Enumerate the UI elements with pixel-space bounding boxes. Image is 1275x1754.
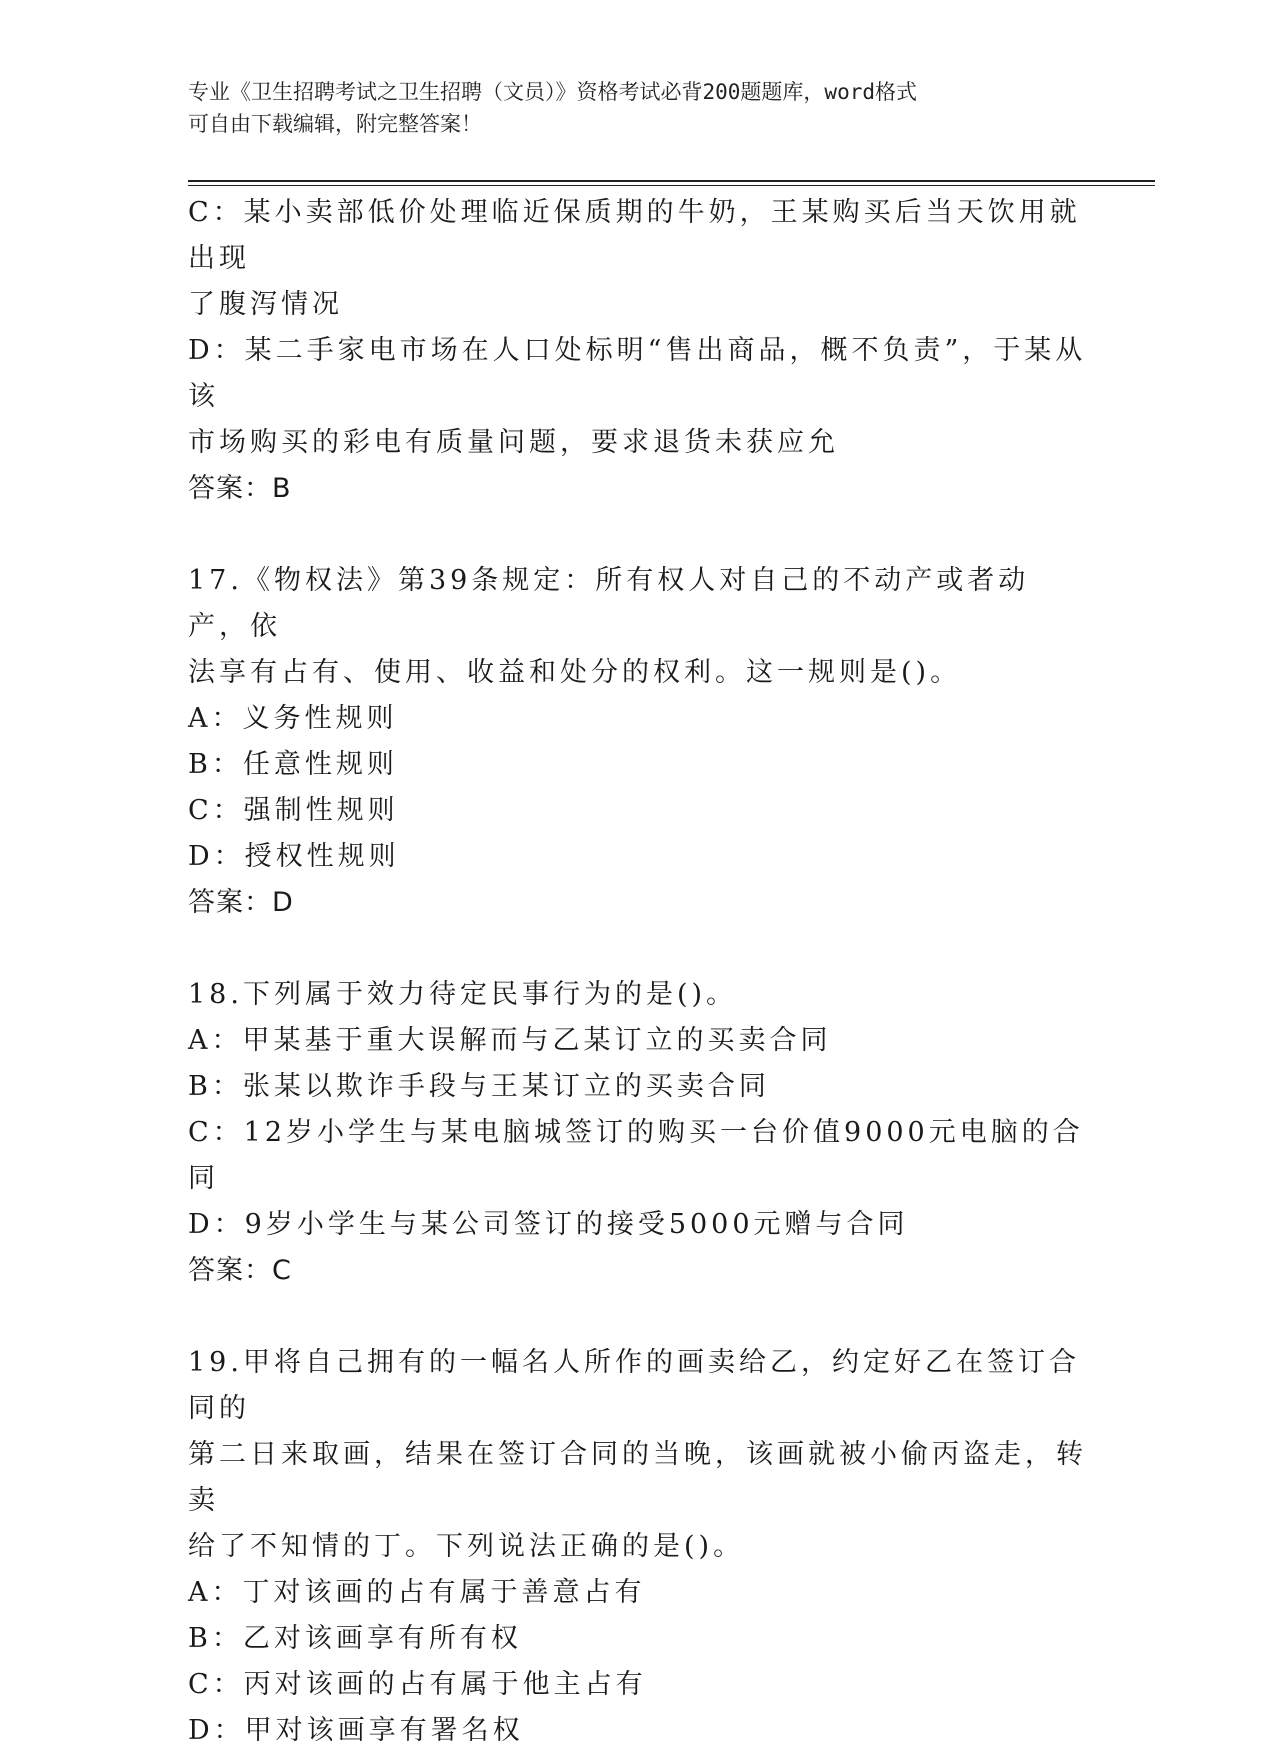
answer-18: 答案：C [188,1255,292,1286]
spacer [188,1294,1088,1340]
option-d: D：9岁小学生与某公司签订的接受5000元赠与合同 [188,1209,909,1240]
question-19 [188,1340,1088,1754]
option-c: C：强制性规则 [188,795,399,826]
answer-16: 答案：B [188,473,292,504]
option-b: B：乙对该画享有所有权 [188,1623,522,1654]
question-stem-line-2: 第二日来取画，结果在签订合同的当晚，该画就被小偷丙盗走，转卖 [188,1439,1087,1516]
spacer [188,512,1088,558]
option-a: A：丁对该画的占有属于善意占有 [188,1577,646,1608]
option-d-line-2: 市场购买的彩电有质量问题，要求退货未获应允 [188,427,839,458]
option-a: A：义务性规则 [188,703,398,734]
option-b: B：任意性规则 [188,749,398,780]
option-d: D：授权性规则 [188,841,400,872]
question-stem-line-1: 18.下列属于效力待定民事行为的是()。 [188,979,738,1010]
page-header [188,76,1088,140]
header-line-2: 可自由下载编辑，附完整答案！ [188,112,482,136]
option-c-line-1: C：某小卖部低价处理临近保质期的牛奶，王某购买后当天饮用就出现 [188,197,1081,274]
option-a: A：甲某基于重大误解而与乙某订立的买卖合同 [188,1025,832,1056]
question-17 [188,558,1088,926]
document-body [188,190,1088,1754]
option-c: C：12岁小学生与某电脑城签订的购买一台价值9000元电脑的合同 [188,1117,1084,1194]
option-b: B：张某以欺诈手段与王某订立的买卖合同 [188,1071,770,1102]
answer-17: 答案：D [188,887,294,918]
spacer [188,926,1088,972]
option-c: C：丙对该画的占有属于他主占有 [188,1669,647,1700]
question-18 [188,972,1088,1294]
question-stem-line-3: 给了不知情的丁。下列说法正确的是()。 [188,1531,745,1562]
question-stem-line-1: 19.甲将自己拥有的一幅名人所作的画卖给乙，约定好乙在签订合同的 [188,1347,1080,1424]
question-stem-line-1: 17.《物权法》第39条规定：所有权人对自己的不动产或者动产，依 [188,565,1030,642]
option-d: D：甲对该画享有署名权 [188,1715,524,1746]
question-16-tail [188,190,1088,512]
header-divider [188,180,1155,182]
question-stem-line-2: 法享有占有、使用、收益和处分的权利。这一规则是()。 [188,657,962,688]
header-line-1: 专业《卫生招聘考试之卫生招聘（文员）》资格考试必背200题题库，word格式 [188,80,917,104]
option-d-line-1: D：某二手家电市场在人口处标明“售出商品，概不负责”，于某从该 [188,335,1087,412]
option-c-line-2: 了腹泻情况 [188,289,343,320]
header-divider-thin [188,185,1155,186]
